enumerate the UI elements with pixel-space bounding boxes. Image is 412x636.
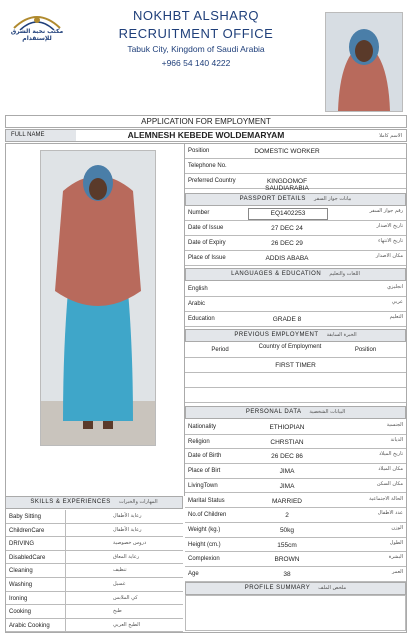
personal-row bbox=[185, 567, 406, 582]
language-label: English bbox=[188, 286, 208, 292]
skill-column-divider bbox=[65, 578, 66, 591]
skill-arabic-label: رعاية الأطفال bbox=[113, 513, 142, 519]
full-name-label: FULL NAME bbox=[6, 130, 76, 141]
column-country: Country of Employment bbox=[258, 344, 322, 350]
passport-label: Date of Issue bbox=[188, 225, 224, 231]
office-title-2: RECRUITMENT OFFICE bbox=[118, 26, 274, 41]
skills-title-arabic: المهارات والخبرات bbox=[118, 499, 158, 505]
personal-row bbox=[185, 464, 406, 479]
skill-row bbox=[5, 592, 183, 606]
skill-label: ChildrenCare bbox=[9, 527, 45, 534]
personal-row bbox=[185, 494, 406, 509]
application-title: APPLICATION FOR EMPLOYMENT bbox=[141, 117, 271, 126]
skill-column-divider bbox=[65, 605, 66, 618]
personal-arabic-label: الوزن bbox=[391, 524, 403, 531]
full-body-figure-icon bbox=[41, 151, 155, 445]
skill-column-divider bbox=[65, 510, 66, 523]
skill-arabic-label: كي الملابس bbox=[113, 594, 138, 601]
skill-column-divider bbox=[65, 537, 66, 550]
column-period: Period bbox=[211, 347, 229, 353]
skill-label: Arabic Cooking bbox=[9, 622, 50, 629]
personal-row bbox=[185, 523, 406, 538]
previous-employment-header bbox=[185, 329, 406, 342]
full-name-value: ALEMNESH KEBEDE WOLDEMARYAM bbox=[127, 130, 285, 140]
position-row bbox=[185, 159, 406, 174]
passport-label: Date of Expiry bbox=[188, 240, 226, 246]
language-row bbox=[185, 297, 406, 312]
skill-row bbox=[5, 551, 183, 565]
first-timer-value: FIRST TIMER bbox=[275, 362, 316, 369]
skill-column-divider bbox=[65, 551, 66, 564]
personal-arabic-label: الطول bbox=[389, 539, 403, 546]
personal-data-title: PERSONAL DATA bbox=[245, 409, 302, 415]
personal-row bbox=[185, 479, 406, 494]
skills-title: SKILLS & EXPERIENCES bbox=[30, 499, 111, 505]
personal-arabic-label: البشرة bbox=[388, 554, 403, 561]
position-row bbox=[185, 144, 406, 159]
profile-summary-box bbox=[185, 595, 406, 631]
passport-value: EQ1402253 bbox=[248, 208, 328, 220]
skills-header bbox=[5, 496, 183, 509]
personal-label: Nationality bbox=[188, 424, 217, 430]
profile-summary-title-arabic: ملخص الملف bbox=[318, 585, 347, 591]
passport-row bbox=[185, 206, 406, 221]
personal-arabic-label: مكان الميلاد bbox=[378, 466, 403, 473]
personal-value: CHRSTIAN bbox=[270, 438, 304, 446]
profile-summary-title: PROFILE SUMMARY bbox=[244, 585, 311, 591]
personal-value: 155cm bbox=[277, 541, 297, 549]
skill-label: Washing bbox=[9, 582, 33, 588]
first-timer-row bbox=[185, 358, 406, 373]
passport-row bbox=[185, 236, 406, 251]
passport-arabic-label: تاريخ الانتهاء bbox=[378, 238, 403, 244]
office-city: Tabuk City, Kingdom of Saudi Arabia bbox=[127, 44, 265, 54]
skill-column-divider bbox=[65, 564, 66, 577]
personal-data-header bbox=[185, 406, 406, 419]
skill-column-divider bbox=[65, 592, 66, 605]
personal-row bbox=[185, 435, 406, 450]
languages-header bbox=[185, 268, 406, 281]
headshot-photo bbox=[325, 12, 403, 112]
personal-label: LivingTown bbox=[188, 482, 218, 489]
passport-title: PASSPORT DETAILS bbox=[239, 196, 306, 202]
personal-arabic-label: عدد الاطفال bbox=[377, 510, 403, 517]
skill-label: DisabledCare bbox=[9, 554, 46, 561]
personal-arabic-label: تاريخ الميلاد bbox=[378, 451, 403, 458]
skill-column-divider bbox=[65, 619, 66, 632]
language-row bbox=[185, 282, 406, 297]
position-row bbox=[185, 174, 406, 192]
position-value: DOMESTIC WORKER bbox=[254, 148, 320, 155]
personal-arabic-label: الديانة bbox=[390, 436, 403, 443]
personal-label: Religion bbox=[188, 438, 210, 445]
personal-value: 38 bbox=[283, 571, 291, 578]
personal-row bbox=[185, 449, 406, 464]
passport-row bbox=[185, 221, 406, 236]
previous-employment-title-arabic: الخبرة السابقة bbox=[326, 332, 357, 338]
office-title-1: NOKHBT ALSHARQ bbox=[133, 8, 259, 23]
skill-row bbox=[5, 510, 183, 524]
passport-arabic-label: مكان الاصدار bbox=[375, 253, 403, 259]
language-arabic-label: عربي bbox=[391, 299, 403, 305]
passport-arabic-label: تاريخ الاصدار bbox=[376, 223, 403, 229]
skill-column-divider bbox=[65, 524, 66, 537]
personal-value: MARRIED bbox=[272, 497, 302, 505]
previous-employment-title: PREVIOUS EMPLOYMENT bbox=[234, 332, 319, 338]
passport-title-arabic: بيانات جواز السفر bbox=[314, 196, 352, 202]
previous-empty-row-2 bbox=[185, 388, 406, 403]
personal-label: Date of Birth bbox=[188, 453, 222, 460]
skill-label: DRIVING bbox=[9, 541, 35, 548]
personal-label: Complexion bbox=[188, 556, 220, 563]
skill-row bbox=[5, 537, 183, 551]
skill-row bbox=[5, 605, 183, 619]
personal-row bbox=[185, 420, 406, 435]
passport-header bbox=[185, 193, 406, 206]
languages-title: LANGUAGES & EDUCATION bbox=[231, 271, 322, 277]
office-phone: +966 54 140 4222 bbox=[161, 58, 231, 68]
personal-value: BROWN bbox=[274, 556, 300, 564]
skill-arabic-label: الطبخ العربي bbox=[113, 621, 140, 628]
full-name-row bbox=[5, 129, 407, 142]
application-title-bar bbox=[5, 115, 407, 128]
skill-arabic-label: رعاية المعاق bbox=[113, 553, 140, 560]
language-label: Arabic bbox=[188, 301, 206, 307]
personal-row bbox=[185, 538, 406, 553]
skill-label: Baby Sitting bbox=[9, 514, 42, 520]
passport-label: Place of Issue bbox=[188, 255, 226, 261]
skill-label: Cooking bbox=[9, 609, 32, 616]
position-label: Telephone No. bbox=[188, 163, 227, 169]
personal-value: 2 bbox=[285, 512, 289, 520]
passport-value: ADDIS ABABA bbox=[265, 255, 309, 262]
skill-arabic-label: رعاية الأطفال bbox=[113, 526, 142, 533]
skill-label: Cleaning bbox=[9, 568, 33, 575]
previous-empty-row-1 bbox=[185, 373, 406, 388]
languages-title-arabic: اللغات والتعليم bbox=[329, 271, 360, 277]
language-arabic-label: التعليم bbox=[389, 314, 403, 320]
language-value: GRADE 8 bbox=[272, 316, 302, 323]
headshot-figure-icon bbox=[326, 13, 402, 111]
personal-data-title-arabic: البيانات الشخصية bbox=[309, 409, 346, 415]
personal-label: Age bbox=[188, 571, 199, 577]
logo-arabic-text: مكتب نخبة الشرق للإستقدام bbox=[10, 28, 64, 42]
personal-row bbox=[185, 508, 406, 523]
passport-label: Number bbox=[188, 210, 210, 216]
skill-arabic-label: طبخ bbox=[113, 608, 122, 615]
column-position: Position bbox=[354, 347, 377, 353]
skill-arabic-label: غسيل bbox=[113, 581, 126, 587]
position-label: Preferred Country bbox=[188, 178, 236, 184]
personal-value: 50kg bbox=[279, 526, 295, 534]
position-value: KINGDOMOF SAUDIARABIA bbox=[265, 178, 309, 192]
skill-row bbox=[5, 578, 183, 592]
language-arabic-label: انجليزي bbox=[387, 284, 403, 290]
personal-arabic-label: الحالة الاجتماعية bbox=[369, 495, 403, 502]
passport-value: 26 DEC 29 bbox=[271, 240, 303, 247]
full-body-photo bbox=[40, 150, 156, 446]
passport-row bbox=[185, 251, 406, 266]
logo bbox=[4, 6, 70, 44]
skill-row bbox=[5, 619, 183, 633]
personal-arabic-label: الجنسية bbox=[386, 422, 403, 428]
personal-value: ETHIOPIAN bbox=[269, 424, 305, 431]
previous-employment-columns bbox=[185, 342, 406, 358]
personal-value: JIMA bbox=[279, 468, 295, 476]
skill-arabic-label: دروس خصوصية bbox=[113, 540, 147, 547]
position-label: Position bbox=[188, 148, 210, 154]
skill-row bbox=[5, 564, 183, 578]
language-row bbox=[185, 312, 406, 327]
personal-row bbox=[185, 552, 406, 567]
personal-label: Place of Birt bbox=[188, 468, 221, 475]
personal-value: JIMA bbox=[279, 482, 295, 490]
personal-label: Marital Status bbox=[188, 497, 225, 504]
passport-value: 27 DEC 24 bbox=[271, 225, 303, 232]
personal-label: No.of Children bbox=[188, 512, 227, 519]
personal-arabic-label: مكان السكن bbox=[376, 480, 403, 487]
column-divider bbox=[184, 143, 185, 496]
full-name-arabic-label: الاسم كاملا bbox=[379, 133, 402, 139]
profile-summary-header bbox=[185, 582, 406, 595]
skill-label: Ironing bbox=[9, 595, 28, 602]
personal-label: Height (cm.) bbox=[188, 541, 221, 548]
skill-row bbox=[5, 524, 183, 538]
passport-arabic-label: رقم جواز السفر bbox=[369, 208, 403, 214]
personal-value: 26 DEC 86 bbox=[271, 453, 303, 461]
language-label: Education bbox=[188, 316, 215, 322]
skill-arabic-label: تنظيف bbox=[113, 567, 127, 574]
personal-label: Weight (kg.) bbox=[188, 526, 221, 533]
personal-arabic-label: العمر bbox=[392, 569, 403, 575]
